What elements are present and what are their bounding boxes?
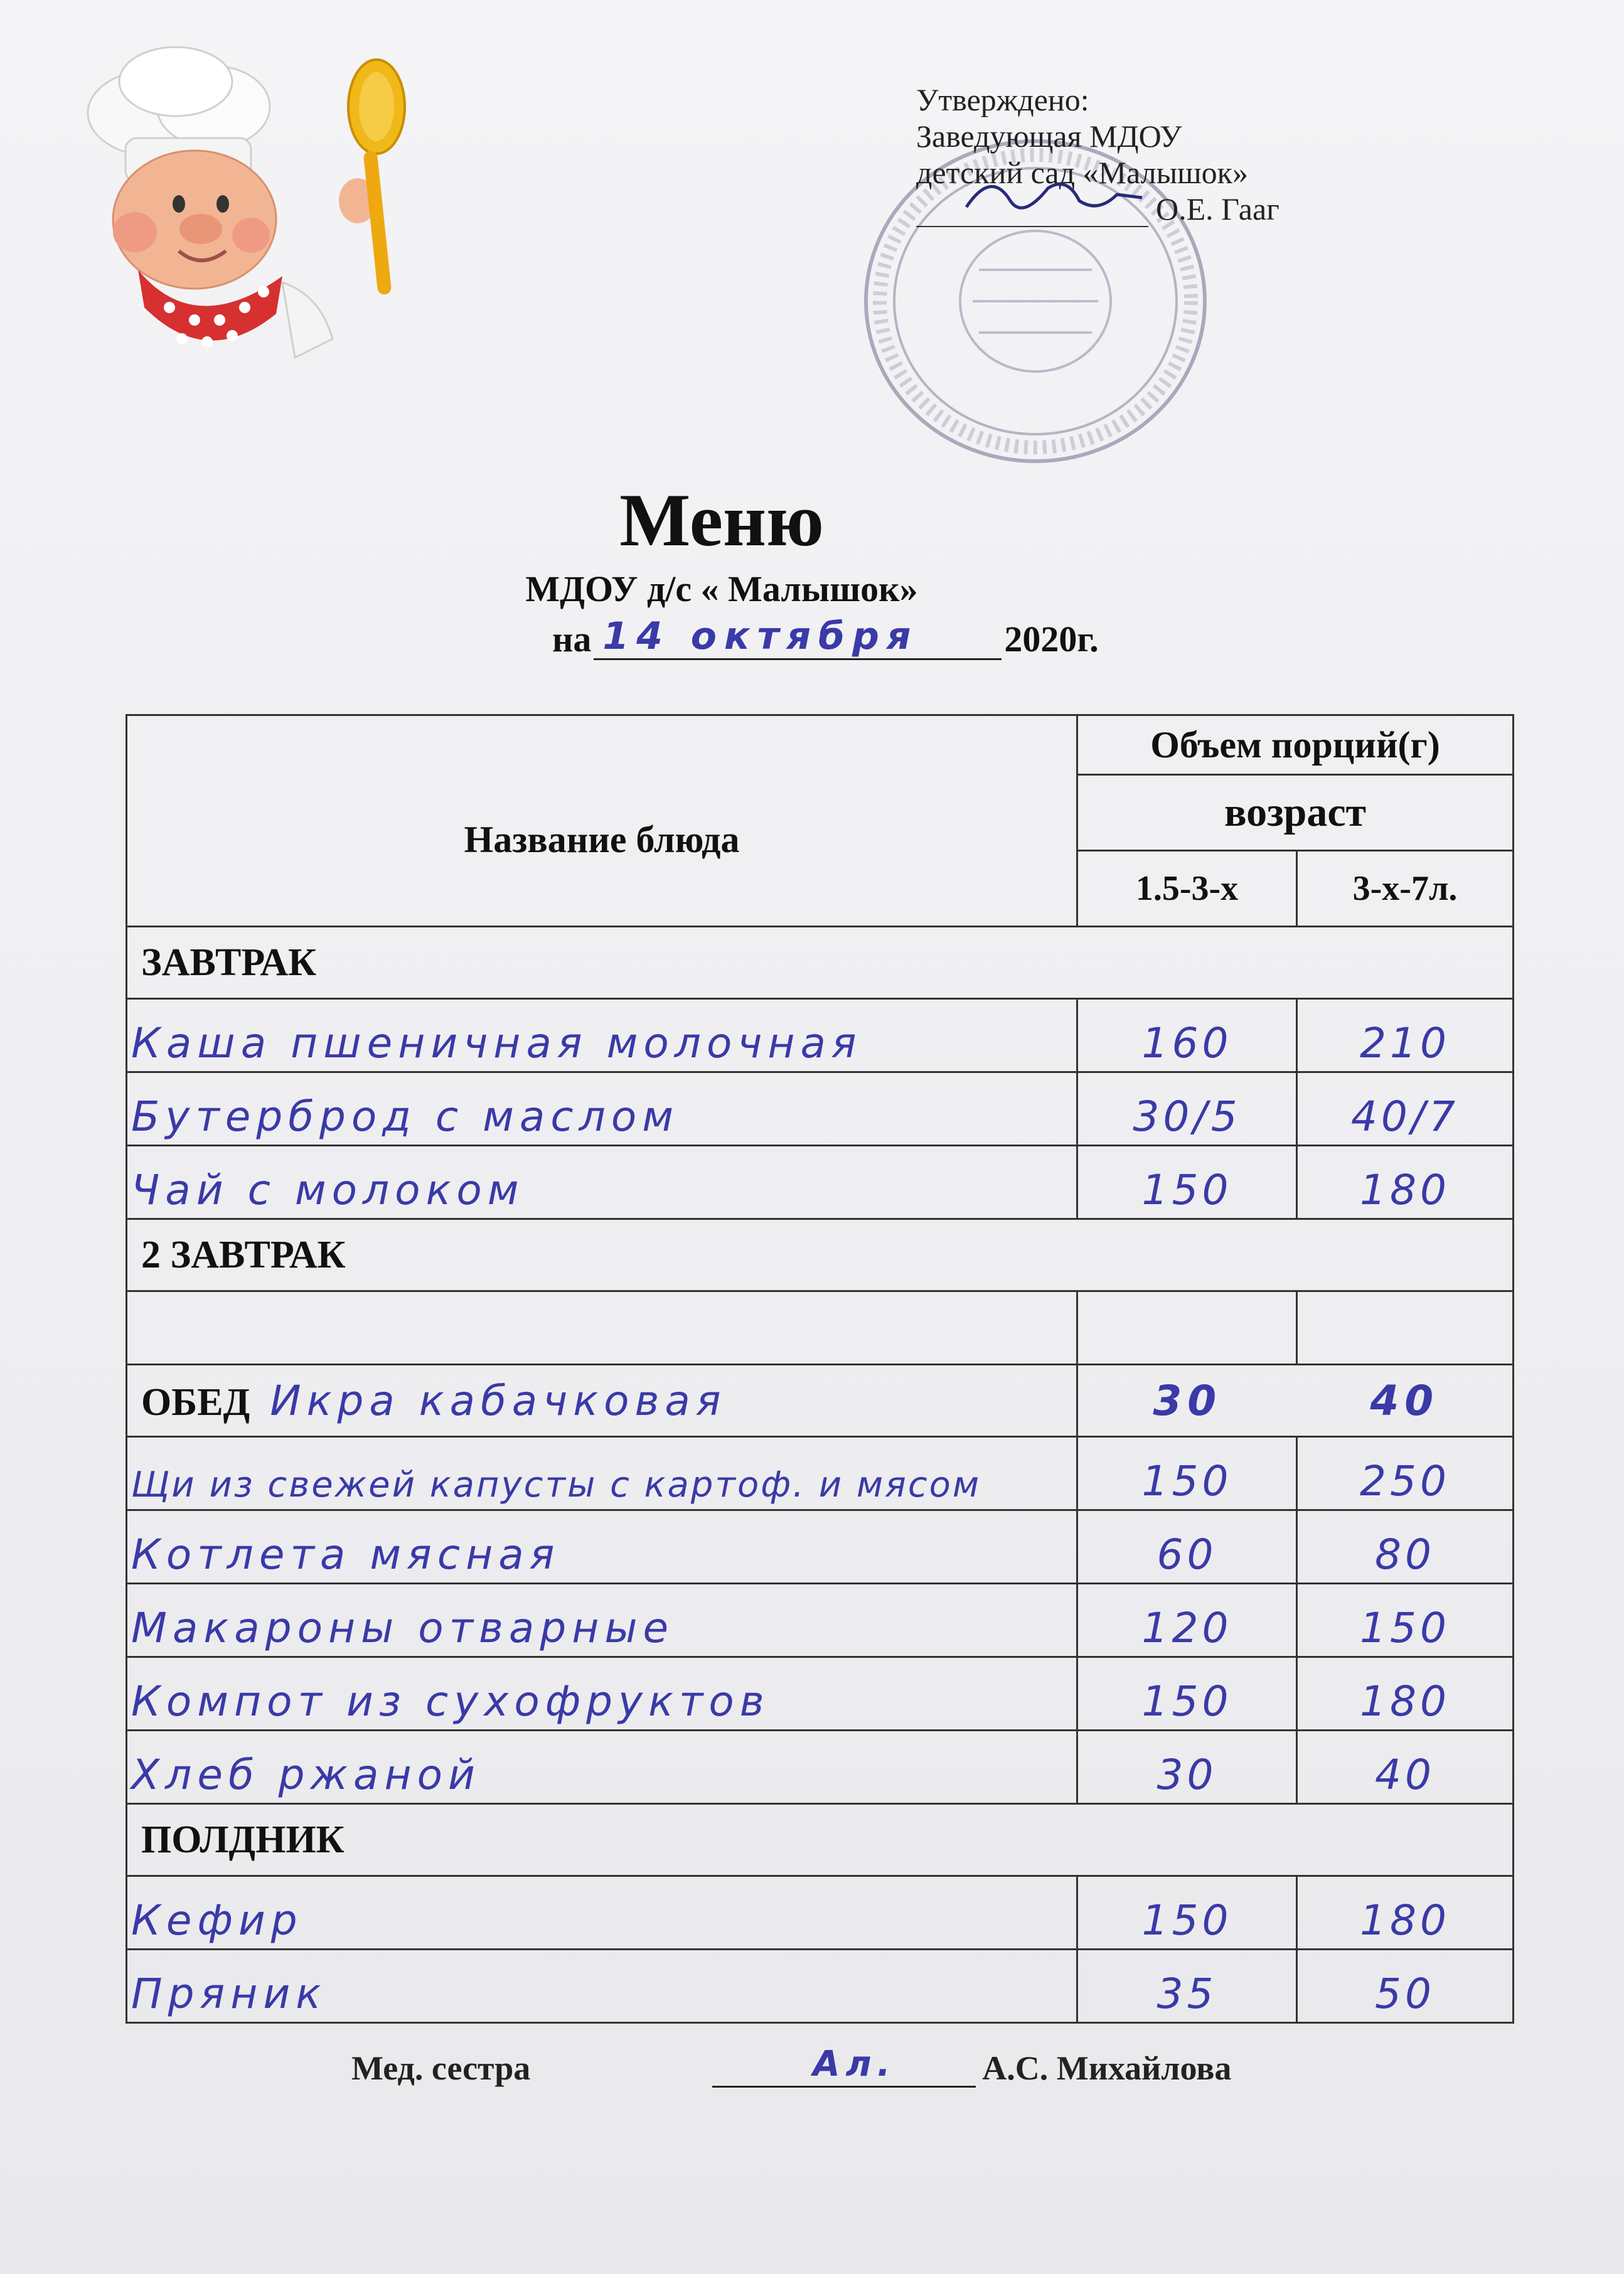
portion-young: 150 [1141, 1677, 1232, 1726]
nurse-role: Мед. сестра [351, 2049, 531, 2087]
portion-old: 80 [1375, 1530, 1435, 1579]
dish-name: Компот из сухофруктов [131, 1677, 770, 1726]
section-breakfast: ЗАВТРАК [127, 927, 1514, 999]
portion-old: 40/7 [1350, 1092, 1460, 1141]
portion-old: 150 [1360, 1604, 1450, 1652]
approval-signature-line [916, 191, 1393, 227]
portion-old: 250 [1360, 1457, 1450, 1505]
dish-name: Котлета мясная [131, 1530, 560, 1579]
date-field [594, 614, 1002, 660]
table-row [127, 999, 1514, 1072]
dish-name: Пряник [131, 1970, 327, 2018]
date-suffix: 2020г. [1004, 619, 1099, 659]
footer-signature [351, 2046, 1418, 2088]
dish-name: Макароны отварные [131, 1604, 675, 1652]
portion-old: 180 [1360, 1677, 1450, 1726]
portion-old: 210 [1360, 1019, 1450, 1067]
dish-name: Хлеб ржаной [131, 1751, 481, 1799]
org-subtitle: МДОУ д/с « Малышок» [525, 568, 918, 609]
portion-young: 60 [1157, 1530, 1217, 1579]
portion-young: 150 [1141, 1166, 1232, 1214]
dish-name: Щи из свежей капусты с картоф. и мясом [131, 1465, 981, 1505]
portion-young: 150 [1141, 1896, 1232, 1945]
approval-org: детский сад «Малышок» [916, 155, 1248, 190]
dish-name: Чай с молоком [131, 1166, 525, 1214]
portion-old: 40 [1375, 1751, 1435, 1799]
date-handwritten: 14 октября [602, 614, 919, 658]
table-row [127, 1291, 1514, 1365]
header-volume: Объем порций(г) [1077, 715, 1514, 775]
portion-old: 50 [1375, 1970, 1435, 2018]
section-lunch-row [127, 1365, 1514, 1437]
dish-name: Бутерброд с маслом [131, 1092, 680, 1141]
section-afternoon-snack: ПОЛДНИК [127, 1804, 1514, 1876]
nurse-signature-line [712, 2046, 976, 2088]
table-row [127, 1731, 1514, 1804]
dish-name: Икра кабачковая [270, 1376, 727, 1425]
director-name: О.Е. Гааг [1156, 191, 1279, 227]
portion-young: 30 [1153, 1376, 1222, 1425]
menu-date [552, 614, 1099, 660]
approval-position: Заведующая МДОУ [916, 119, 1182, 154]
approval-block [916, 82, 1393, 227]
portion-young: 160 [1141, 1019, 1232, 1067]
portion-old: 180 [1360, 1896, 1450, 1945]
table-row [127, 1510, 1514, 1584]
portion-young: 30 [1157, 1751, 1217, 1799]
nurse-signature: Ал. [813, 2044, 896, 2084]
section-second-breakfast: 2 ЗАВТРАК [127, 1219, 1514, 1291]
approval-label: Утверждено: [916, 82, 1089, 117]
table-row [127, 1657, 1514, 1731]
header-age-young: 1.5-3-х [1077, 851, 1297, 927]
header-age: возраст [1077, 775, 1514, 851]
director-signature [916, 201, 1148, 227]
portion-old: 40 [1370, 1376, 1440, 1425]
portion-young: 30/5 [1133, 1092, 1241, 1141]
table-row [127, 1437, 1514, 1510]
header-age-old: 3-х-7л. [1297, 851, 1514, 927]
header-dish: Название блюда [127, 715, 1077, 927]
date-prefix: на [552, 619, 592, 659]
table-row [127, 1584, 1514, 1657]
table-row [127, 1146, 1514, 1219]
dish-name: Каша пшеничная молочная [131, 1019, 862, 1067]
table-row [127, 1072, 1514, 1146]
page-title: Меню [619, 478, 824, 562]
menu-table [126, 714, 1514, 2024]
portion-young: 35 [1157, 1970, 1217, 2018]
nurse-name: А.С. Михайлова [982, 2049, 1232, 2087]
dish-name: Кефир [131, 1896, 303, 1945]
chef-illustration [44, 44, 420, 370]
table-row [127, 1950, 1514, 2023]
portion-old: 180 [1360, 1166, 1450, 1214]
section-lunch: ОБЕД [141, 1380, 250, 1424]
table-row [127, 1876, 1514, 1950]
portion-young: 150 [1141, 1457, 1232, 1505]
portion-young: 120 [1141, 1604, 1232, 1652]
